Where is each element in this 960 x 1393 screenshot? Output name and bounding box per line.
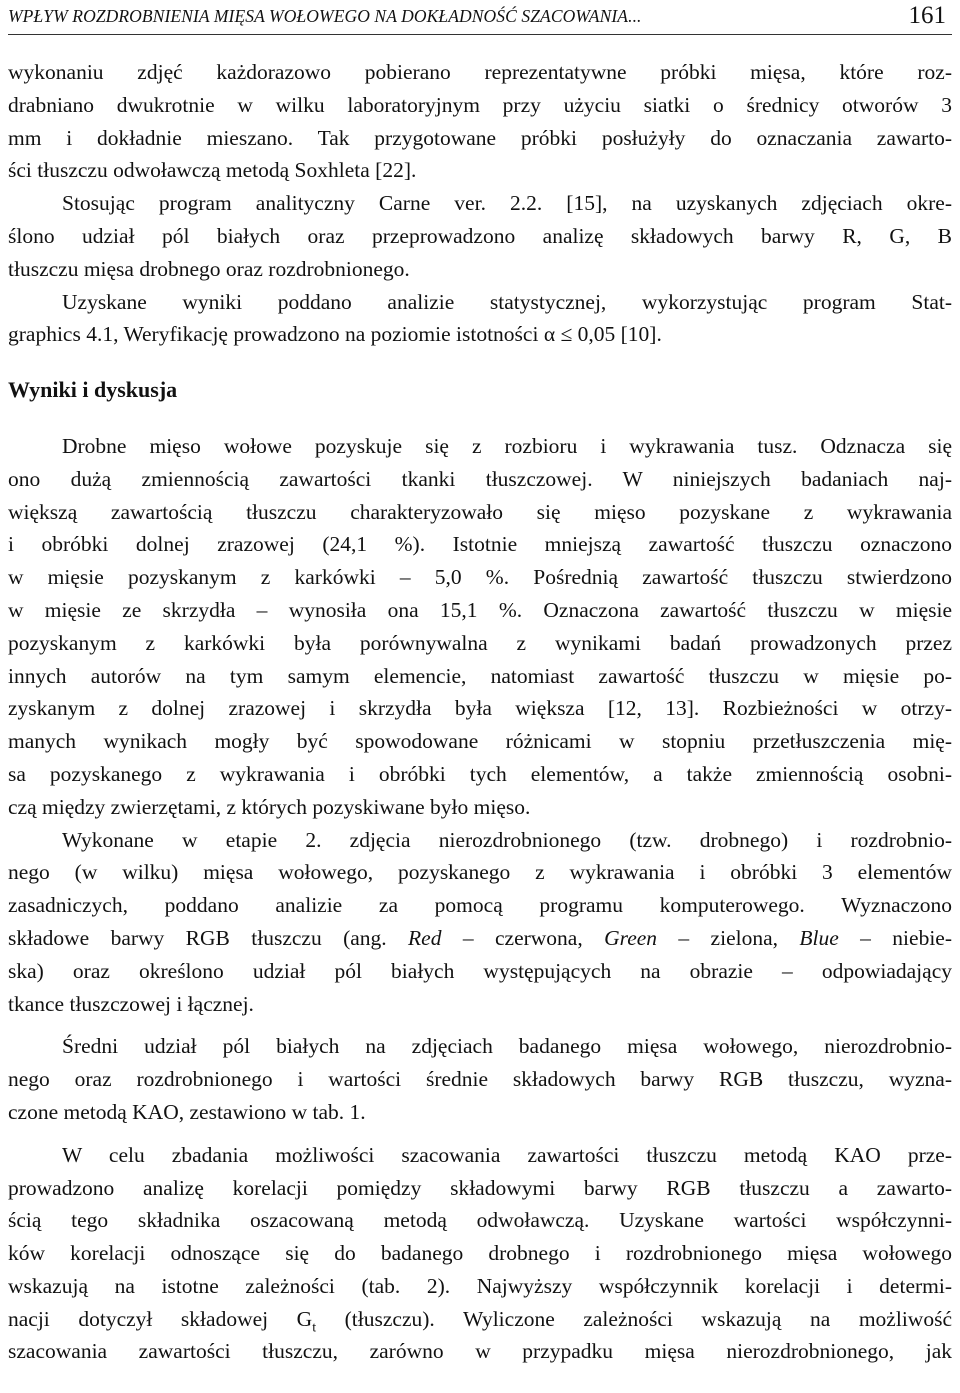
text-line: tłuszczu mięsa drobnego oraz rozdrobnionego.: [8, 256, 410, 281]
paragraph-results-correlation: [8, 1139, 952, 1369]
text-segment: składowe barwy RGB tłuszczu (ang.: [8, 925, 409, 950]
text-line: ści tłuszczu odwoławczą metodą Soxhleta [22].: [8, 158, 417, 183]
spacer: [8, 1020, 952, 1030]
text-line: graphics 4.1, Weryfikację prowadzono na poziomie istotności α ≤ 0,05 [10].: [8, 322, 662, 347]
text-line: wykonaniu zdjęć każdorazowo pobierano reprezentatywne próbki mięsa, które roz-: [8, 60, 952, 84]
text-line: [8, 1303, 952, 1336]
text-line: czą między zwierzętami, z których pozyskiwane było mięso.: [8, 794, 531, 819]
text-line: [8, 922, 952, 955]
text-segment: – niebie-: [838, 925, 952, 950]
spacer: [8, 407, 952, 430]
term-red: Red: [408, 925, 442, 950]
text-line: W celu zbadania możliwości szacowania zawartości tłuszczu metodą KAO prze-: [62, 1142, 952, 1167]
text-line: nego oraz rozdrobnionego i wartości średnie składowych barwy RGB tłuszczu, wyzna-: [8, 1067, 952, 1092]
text-line: ska) oraz określono udział pól białych występujących na obrazie – odpowiadający: [8, 958, 952, 983]
text-segment: – zielona,: [657, 925, 800, 950]
text-line: nego (w wilku) mięsa wołowego, pozyskanego z wykrawania i obróbki 3 elementów: [8, 860, 952, 885]
text-line: Wykonane w etapie 2. zdjęcia nierozdrobnionego (tzw. drobnego) i rozdrobnio-: [62, 827, 952, 852]
term-blue: Blue: [799, 925, 839, 950]
text-line: innych autorów na tym samym elemencie, natomiast zawartość tłuszczu w mięsie po-: [8, 663, 952, 688]
text-line: zyskanym z dolnej zrazowej i skrzydła była większa [12, 13]. Rozbieżności w otrzy-: [8, 696, 952, 721]
text-segment: nacji dotyczył składowej G: [8, 1306, 313, 1331]
running-title: WPŁYW ROZDROBNIENIA MIĘSA WOŁOWEGO NA DOKŁADNOŚĆ SZACOWANIA...: [8, 6, 642, 26]
paragraph-results-fat-content: [8, 430, 952, 824]
running-header: [8, 4, 952, 35]
text-line: w mięsie pozyskanym z karkówki – 5,0 %. Pośrednią zawartość tłuszczu stwierdzono: [8, 565, 952, 590]
spacer: [8, 351, 952, 374]
paragraph-methods-analysis: [8, 187, 952, 285]
text-line: ślono udział pól białych oraz przeprowadzono analizę składowych barwy R, G, B: [8, 223, 952, 248]
text-line: wskazują na istotne zależności (tab. 2). Najwyższy współczynnik korelacji i determi-: [8, 1273, 952, 1298]
subscript: t: [312, 1319, 317, 1335]
page-number: 161: [908, 2, 946, 29]
paragraph-methods-sampling: [8, 56, 952, 187]
text-line: ono dużą zmiennością zawartości tkanki tłuszczowej. W niniejszych badaniach naj-: [8, 466, 952, 491]
text-line: Średni udział pól białych na zdjęciach badanego mięsa wołowego, nierozdrobnio-: [62, 1034, 952, 1059]
text-line: czone metodą KAO, zestawiono w tab. 1.: [8, 1099, 366, 1124]
text-line: szacowania zawartości tłuszczu, zarówno w przypadku mięsa nierozdrobnionego, jak: [8, 1339, 952, 1364]
text-line: sa pozyskanego z wykrawania i obróbki tych elementów, a także zmiennością osobni-: [8, 761, 952, 786]
text-line: drabniano dwukrotnie w wilku laboratoryjnym przy użyciu siatki o średnicy otworów 3: [8, 92, 952, 117]
text-line: zasadniczych, poddano analizie za pomocą programu komputerowego. Wyznaczono: [8, 893, 952, 918]
text-line: Stosując program analityczny Carne ver. 2.2. [15], na uzyskanych zdjęciach okre-: [62, 191, 952, 216]
paragraph-results-table-ref: [8, 1030, 952, 1128]
text-line: większą zawartością tłuszczu charakteryzowało się mięso pozyskane z wykrawania: [8, 499, 952, 524]
paragraph-methods-statistics: [8, 286, 952, 352]
text-line: prowadzono analizę korelacji pomiędzy składowymi barwy RGB tłuszczu a zawarto-: [8, 1175, 952, 1200]
paragraph-results-rgb: [8, 824, 952, 1021]
text-line: Drobne mięso wołowe pozyskuje się z rozbioru i wykrawania tusz. Odznacza się: [62, 433, 952, 458]
text-line: mm i dokładnie mieszano. Tak przygotowane próbki posłużyły do oznaczania zawarto-: [8, 125, 952, 150]
text-line: ków korelacji odnoszące się do badanego drobnego i rozdrobnionego mięsa wołowego: [8, 1241, 952, 1266]
term-green: Green: [604, 925, 658, 950]
text-line: pozyskanym z karkówki była porównywalna z wynikami badań prowadzonych przez: [8, 630, 952, 655]
section-heading: Wyniki i dyskusja: [8, 377, 178, 403]
text-line: tkance tłuszczowej i łącznej.: [8, 991, 254, 1016]
text-line: ścią tego składnika oszacowaną metodą odwoławczą. Uzyskane wartości współczynni-: [8, 1208, 952, 1233]
page-body: [8, 56, 952, 1368]
text-line: w mięsie ze skrzydła – wynosiła ona 15,1 %. Oznaczona zawartość tłuszczu w mięsie: [8, 597, 952, 622]
spacer: [8, 1129, 952, 1139]
text-line: Uzyskane wyniki poddano analizie statystycznej, wykorzystując program Stat-: [62, 289, 952, 314]
text-segment: (tłuszczu). Wyliczone zależności wskazują na możliwość: [316, 1306, 952, 1331]
text-line: manych wynikach mogły być spowodowane różnicami w stopniu przetłuszczenia mię-: [8, 729, 952, 754]
text-segment: – czerwona,: [441, 925, 605, 950]
text-line: i obróbki dolnej zrazowej (24,1 %). Istotnie mniejszą zawartość tłuszczu oznaczono: [8, 532, 952, 557]
